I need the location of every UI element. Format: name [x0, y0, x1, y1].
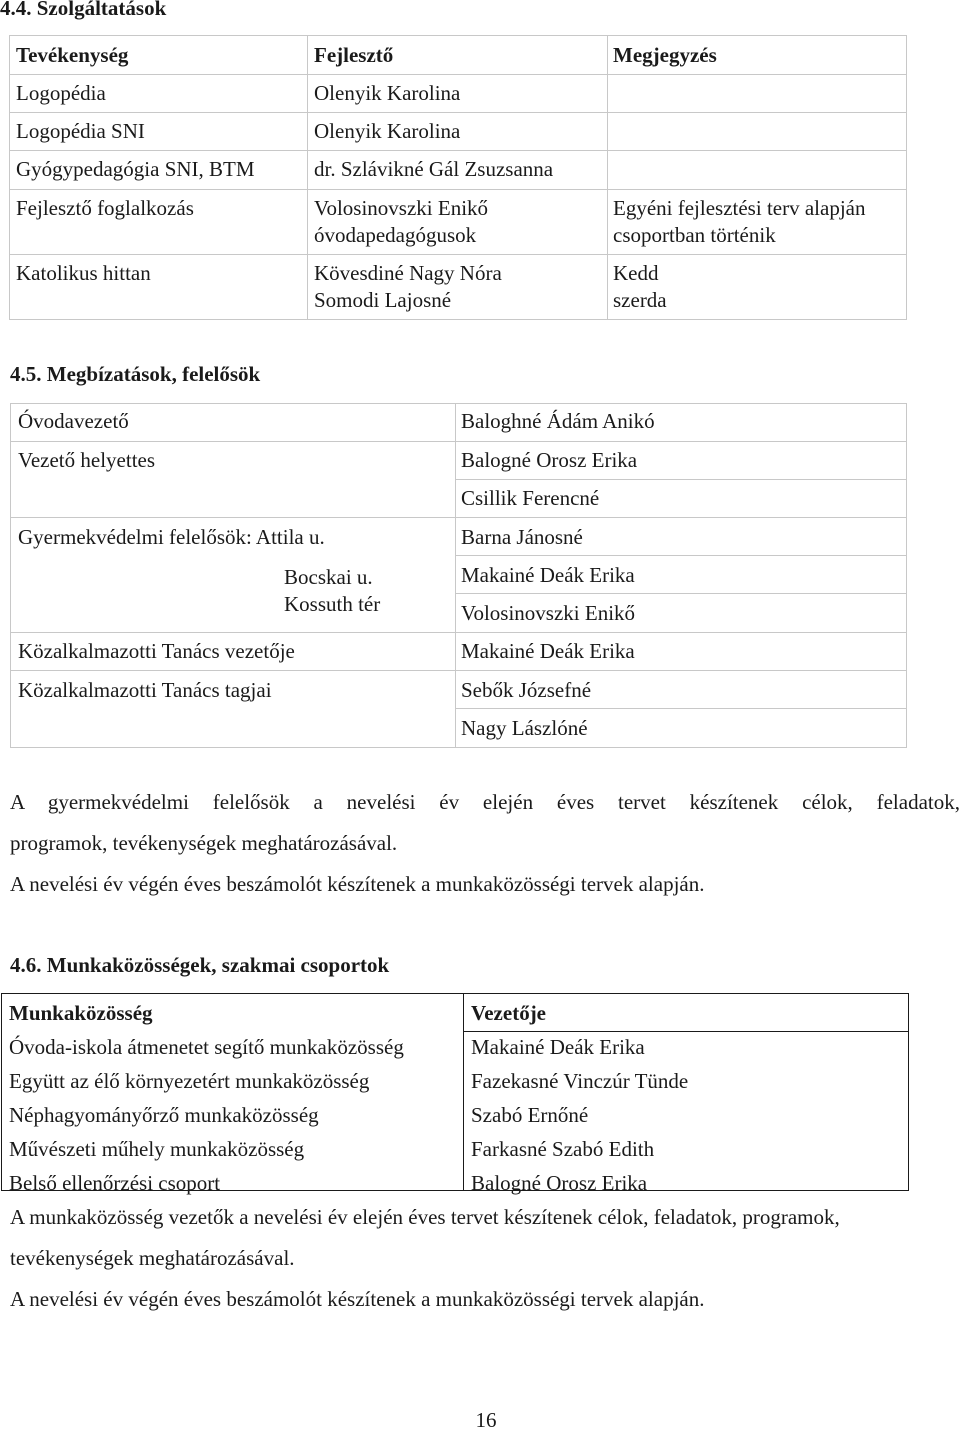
section-heading-workgroups: 4.6. Munkaközösségek, szakmai csoportok	[10, 953, 390, 977]
services-activity: Gyógypedagógia SNI, BTM	[16, 157, 255, 181]
role-kossuth: Kossuth tér	[284, 592, 381, 616]
assignments-paragraph-1: A gyermekvédelmi felelősök a nevelési év elején éves tervet készítenek célok, feladatok,	[10, 790, 960, 814]
assignee-name: Makainé Deák Erika	[461, 563, 635, 587]
role-council-members: Közalkalmazotti Tanács tagjai	[18, 678, 272, 702]
header-activity: Tevékenység	[16, 43, 129, 67]
workgroups-paragraph-1-cont: tevékenységek meghatározásával.	[10, 1246, 295, 1270]
header-workgroup: Munkaközösség	[9, 1001, 153, 1025]
workgroup-name: Néphagyományőrző munkaközösség	[9, 1103, 319, 1127]
workgroup-leader: Fazekasné Vinczúr Tünde	[471, 1069, 689, 1093]
services-note: szerda	[613, 288, 667, 312]
assignee-name: Csillik Ferencné	[461, 486, 600, 510]
assignee-name: Nagy Lászlóné	[461, 716, 588, 740]
header-developer: Fejlesztő	[314, 43, 394, 67]
role-leader: Óvodavezető	[18, 409, 129, 433]
assignments-paragraph-2: A nevelési év végén éves beszámolót készítenek a munkaközösségi tervek alapján.	[10, 872, 705, 896]
services-developer: Olenyik Karolina	[314, 81, 461, 105]
services-developer: dr. Szlávikné Gál Zsuzsanna	[314, 157, 554, 181]
role-child-protection: Gyermekvédelmi felelősök: Attila u.	[18, 525, 325, 549]
page-number: 16	[475, 1408, 497, 1432]
role-bocskai: Bocskai u.	[284, 565, 373, 589]
section-heading-services: 4.4. Szolgáltatások	[0, 0, 167, 20]
workgroup-leader: Szabó Ernőné	[471, 1103, 589, 1127]
role-deputy: Vezető helyettes	[18, 448, 156, 472]
services-note: Kedd	[613, 261, 659, 285]
workgroup-name: Művészeti műhely munkaközösség	[9, 1137, 305, 1161]
services-note: Egyéni fejlesztési terv alapján	[613, 196, 866, 220]
workgroup-leader: Makainé Deák Erika	[471, 1035, 645, 1059]
services-developer: Somodi Lajosné	[314, 288, 452, 312]
header-workgroup-leader: Vezetője	[471, 1001, 547, 1025]
services-activity: Fejlesztő foglalkozás	[16, 196, 194, 220]
assignee-name: Balogné Orosz Erika	[461, 448, 638, 472]
services-activity: Logopédia SNI	[16, 119, 145, 143]
assignee-name: Baloghné Ádám Anikó	[461, 409, 655, 433]
services-developer: Kövesdiné Nagy Nóra	[314, 261, 502, 285]
workgroups-paragraph-1: A munkaközösség vezetők a nevelési év elején éves tervet készítenek célok, feladatok, programok,	[10, 1205, 840, 1229]
assignee-name: Makainé Deák Erika	[461, 639, 635, 663]
workgroups-paragraph-2: A nevelési év végén éves beszámolót készítenek a munkaközösségi tervek alapján.	[10, 1287, 705, 1311]
workgroups-table	[0, 990, 960, 1205]
services-developer: óvodapedagógusok	[314, 223, 477, 247]
services-table	[0, 0, 960, 330]
workgroup-leader: Farkasné Szabó Edith	[471, 1137, 655, 1161]
section-heading-assignments: 4.5. Megbízatások, felelősök	[10, 362, 261, 386]
services-developer: Volosinovszki Enikő	[314, 196, 489, 220]
services-activity: Logopédia	[16, 81, 106, 105]
services-activity: Katolikus hittan	[16, 261, 151, 285]
header-note: Megjegyzés	[613, 43, 717, 67]
assignee-name: Barna Jánosné	[461, 525, 583, 549]
role-council-leader: Közalkalmazotti Tanács vezetője	[18, 639, 295, 663]
workgroup-name: Együtt az élő környezetért munkaközösség	[9, 1069, 370, 1093]
assignments-paragraph-1-cont: programok, tevékenységek meghatározásával.	[10, 831, 398, 855]
assignee-name: Volosinovszki Enikő	[461, 601, 636, 625]
workgroup-leader: Balogné Orosz Erika	[471, 1171, 648, 1195]
services-note: csoportban történik	[613, 223, 776, 247]
services-developer: Olenyik Karolina	[314, 119, 461, 143]
workgroup-name: Belső ellenőrzési csoport	[9, 1171, 221, 1195]
workgroup-name: Óvoda-iskola átmenetet segítő munkaközösség	[9, 1035, 404, 1059]
assignments-table	[0, 395, 960, 755]
assignee-name: Sebők Józsefné	[461, 678, 592, 702]
